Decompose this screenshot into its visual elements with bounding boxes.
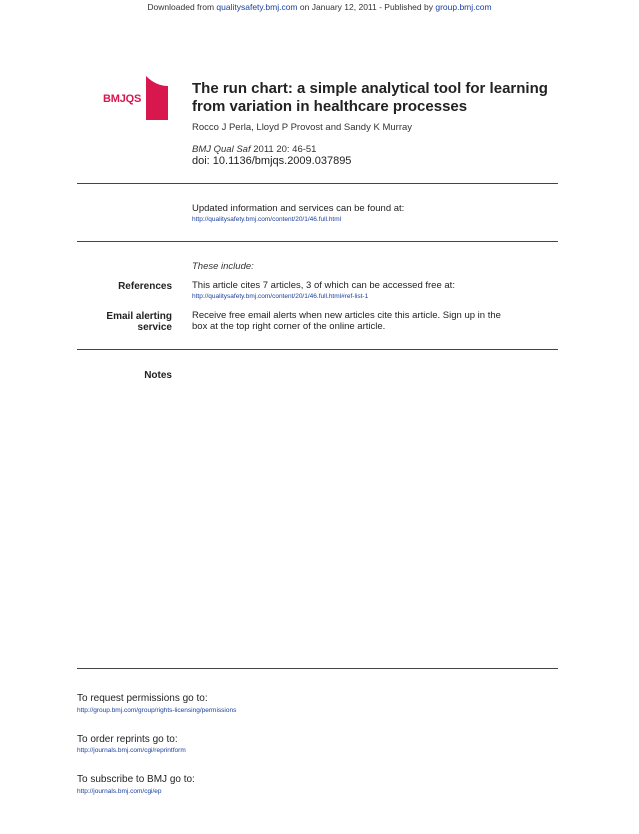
- subscribe-text: To subscribe to BMJ go to:: [77, 774, 195, 785]
- references-text: This article cites 7 articles, 3 of which can be accessed free at:: [192, 280, 455, 291]
- site-link[interactable]: qualitysafety.bmj.com: [216, 2, 298, 12]
- references-label: References: [118, 281, 172, 292]
- group-link[interactable]: group.bmj.com: [435, 2, 492, 12]
- notes-label: Notes: [144, 370, 172, 381]
- article-title: The run chart: a simple analytical tool for learning from variation in healthcare processes: [192, 80, 548, 115]
- divider: [77, 241, 558, 242]
- updated-info-text: Updated information and services can be found at:: [192, 203, 405, 214]
- article-authors: Rocco J Perla, Lloyd P Provost and Sandy K Murray: [192, 122, 413, 133]
- updated-info-link[interactable]: http://qualitysafety.bmj.com/content/20/1/46.full.html: [192, 216, 342, 223]
- email-alerting-text-line1: Receive free email alerts when new articles cite this article. Sign up in the: [192, 310, 501, 321]
- article-doi: doi: 10.1136/bmjqs.2009.037895: [192, 155, 352, 167]
- logo-text: BMJQS: [103, 93, 142, 105]
- email-alerting-text: [192, 310, 501, 332]
- article-citation: [192, 144, 316, 155]
- divider: [77, 183, 558, 184]
- email-alerting-label: [106, 311, 172, 333]
- email-alerting-label-line2: service: [137, 322, 172, 333]
- reprints-text: To order reprints go to:: [77, 734, 178, 745]
- email-alerting-text-line2: box at the top right corner of the online article.: [192, 321, 386, 332]
- download-middle: on January 12, 2011 - Published by: [297, 2, 436, 12]
- journal-name: BMJ Qual Saf: [192, 144, 251, 155]
- download-header: [0, 2, 639, 12]
- reprints-link[interactable]: http://journals.bmj.com/cgi/reprintform: [77, 747, 186, 754]
- these-include-label: These include:: [192, 261, 254, 272]
- citation-details: 2011 20: 46-51: [250, 144, 317, 155]
- references-link[interactable]: http://qualitysafety.bmj.com/content/20/1/46.full.html#ref-list-1: [192, 293, 369, 300]
- bmjqs-logo: [103, 76, 169, 120]
- email-alerting-label-line1: Email alerting: [106, 311, 172, 322]
- divider: [77, 349, 558, 350]
- permissions-link[interactable]: http://group.bmj.com/group/rights-licensing/permissions: [77, 707, 237, 714]
- divider: [77, 668, 558, 669]
- subscribe-link[interactable]: http://journals.bmj.com/cgi/ep: [77, 788, 162, 795]
- logo-mark-icon: [146, 76, 168, 120]
- permissions-text: To request permissions go to:: [77, 693, 208, 704]
- download-prefix: Downloaded from: [147, 2, 217, 12]
